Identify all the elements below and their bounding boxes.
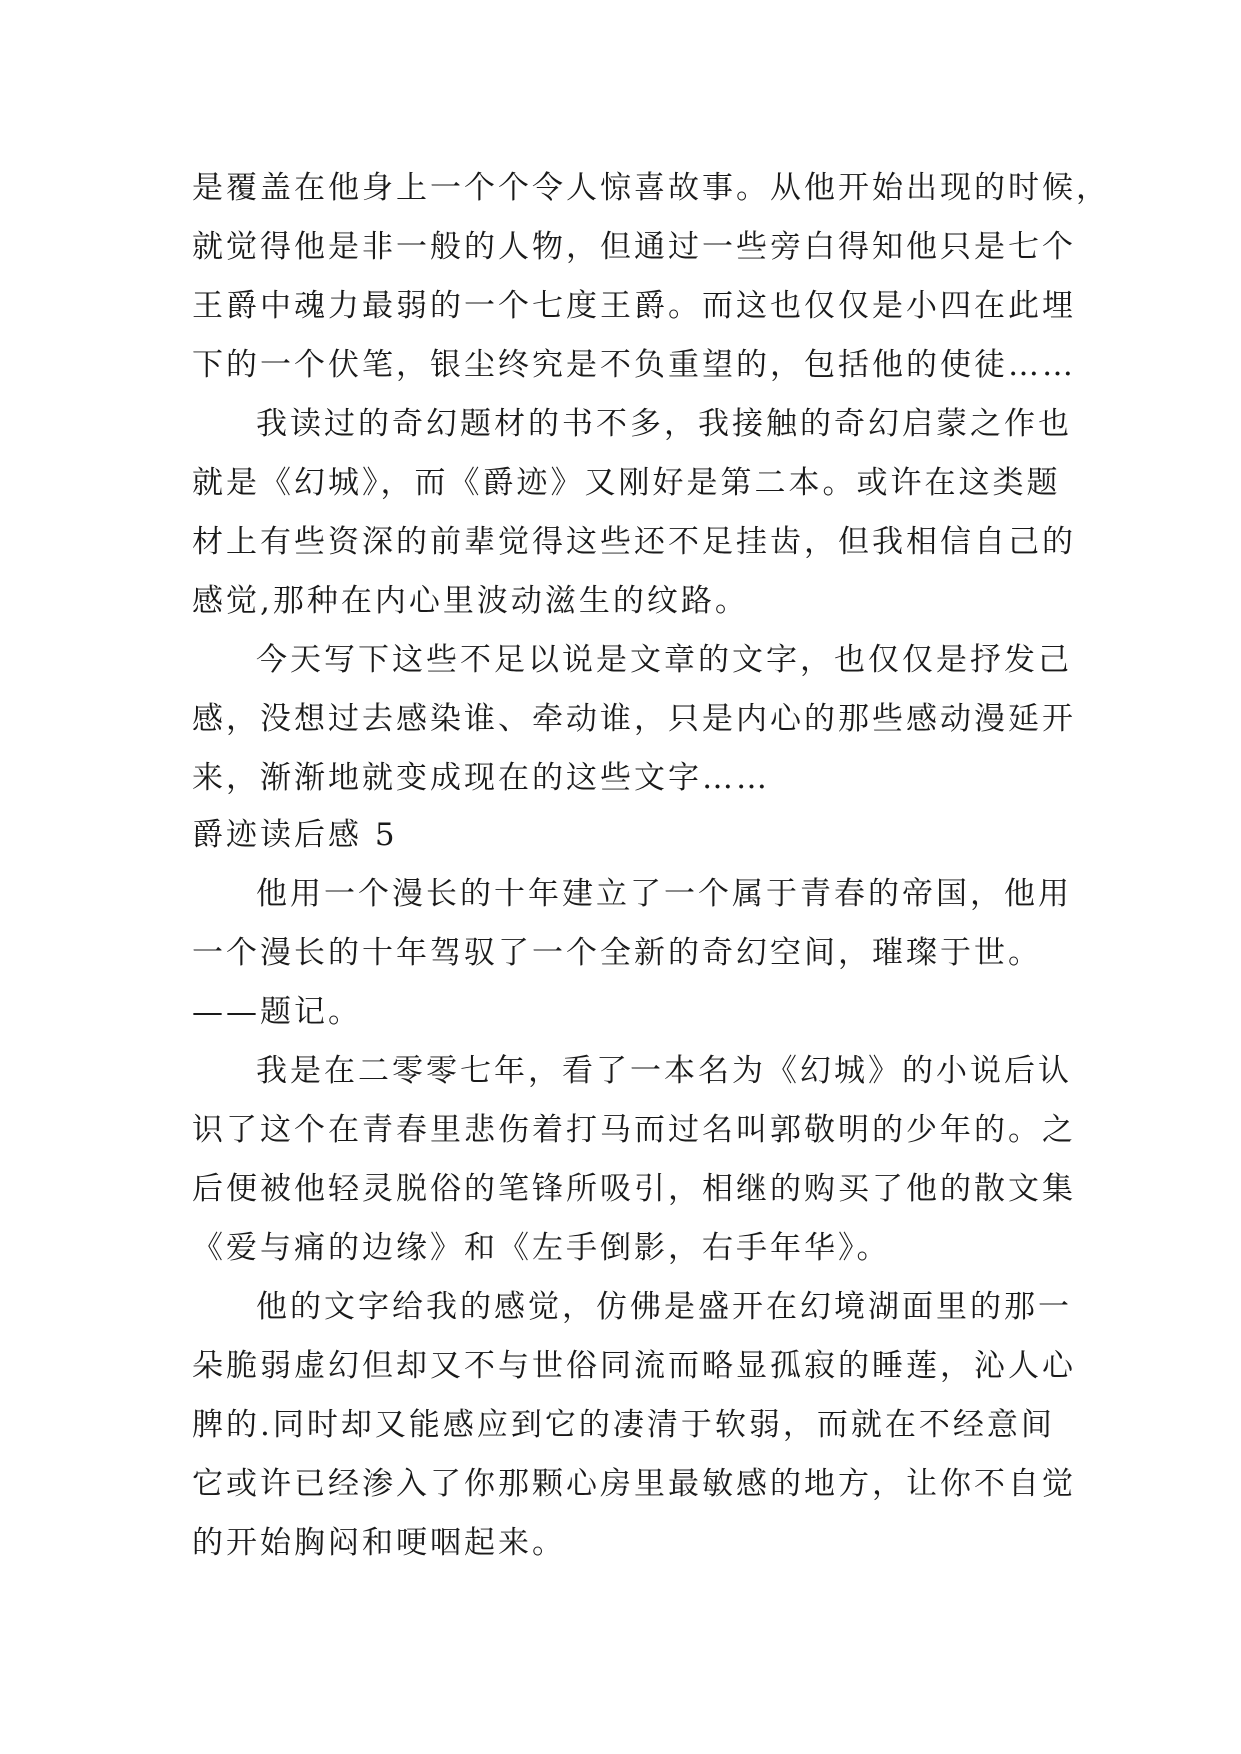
text-line: 识了这个在青春里悲伤着打马而过名叫郭敬明的少年的。之 [192, 1112, 1076, 1148]
text-line: 材上有些资深的前辈觉得这些还不足挂齿，但我相信自己的 [192, 524, 1076, 560]
paragraph-first-line: 他的文字给我的感觉，仿佛是盛开在幻境湖面里的那一 [256, 1289, 1072, 1325]
text-line: 感觉,那种在内心里波动滋生的纹路。 [192, 583, 749, 619]
text-line: 是覆盖在他身上一个个令人惊喜故事。从他开始出现的时候， [192, 170, 1110, 206]
text-line: 一个漫长的十年驾驭了一个全新的奇幻空间，璀璨于世。 [192, 935, 1042, 971]
text-line: ——题记。 [192, 994, 362, 1030]
text-line: 就是《幻城》，而《爵迹》又刚好是第二本。或许在这类题 [192, 465, 1061, 501]
paragraph-first-line: 我读过的奇幻题材的书不多，我接触的奇幻启蒙之作也 [256, 406, 1072, 442]
paragraph-first-line: 我是在二零零七年，看了一本名为《幻城》的小说后认 [256, 1053, 1072, 1089]
text-line: 下的一个伏笔，银尘终究是不负重望的，包括他的使徒…… [192, 347, 1076, 383]
text-line: 它或许已经渗入了你那颗心房里最敏感的地方，让你不自觉 [192, 1466, 1076, 1502]
text-line: 朵脆弱虚幻但却又不与世俗同流而略显孤寂的睡莲，沁人心 [192, 1348, 1076, 1384]
text-line: 的开始胸闷和哽咽起来。 [192, 1525, 566, 1561]
text-line: 感，没想过去感染谁、牵动谁，只是内心的那些感动漫延开 [192, 701, 1076, 737]
text-line: 就觉得他是非一般的人物，但通过一些旁白得知他只是七个 [192, 229, 1076, 265]
text-line: 《爱与痛的边缘》和《左手倒影，右手年华》。 [192, 1230, 891, 1266]
text-line: 后便被他轻灵脱俗的笔锋所吸引，相继的购买了他的散文集 [192, 1171, 1076, 1207]
paragraph-first-line: 他用一个漫长的十年建立了一个属于青春的帝国，他用 [256, 876, 1072, 912]
text-line: 王爵中魂力最弱的一个七度王爵。而这也仅仅是小四在此埋 [192, 288, 1076, 324]
section-heading: 爵迹读后感 5 [192, 817, 398, 853]
paragraph-first-line: 今天写下这些不足以说是文章的文字，也仅仅是抒发己 [256, 642, 1072, 678]
text-line: 脾的.同时却又能感应到它的凄清于软弱，而就在不经意间 [192, 1407, 1055, 1443]
text-line: 来，渐渐地就变成现在的这些文字…… [192, 760, 770, 796]
